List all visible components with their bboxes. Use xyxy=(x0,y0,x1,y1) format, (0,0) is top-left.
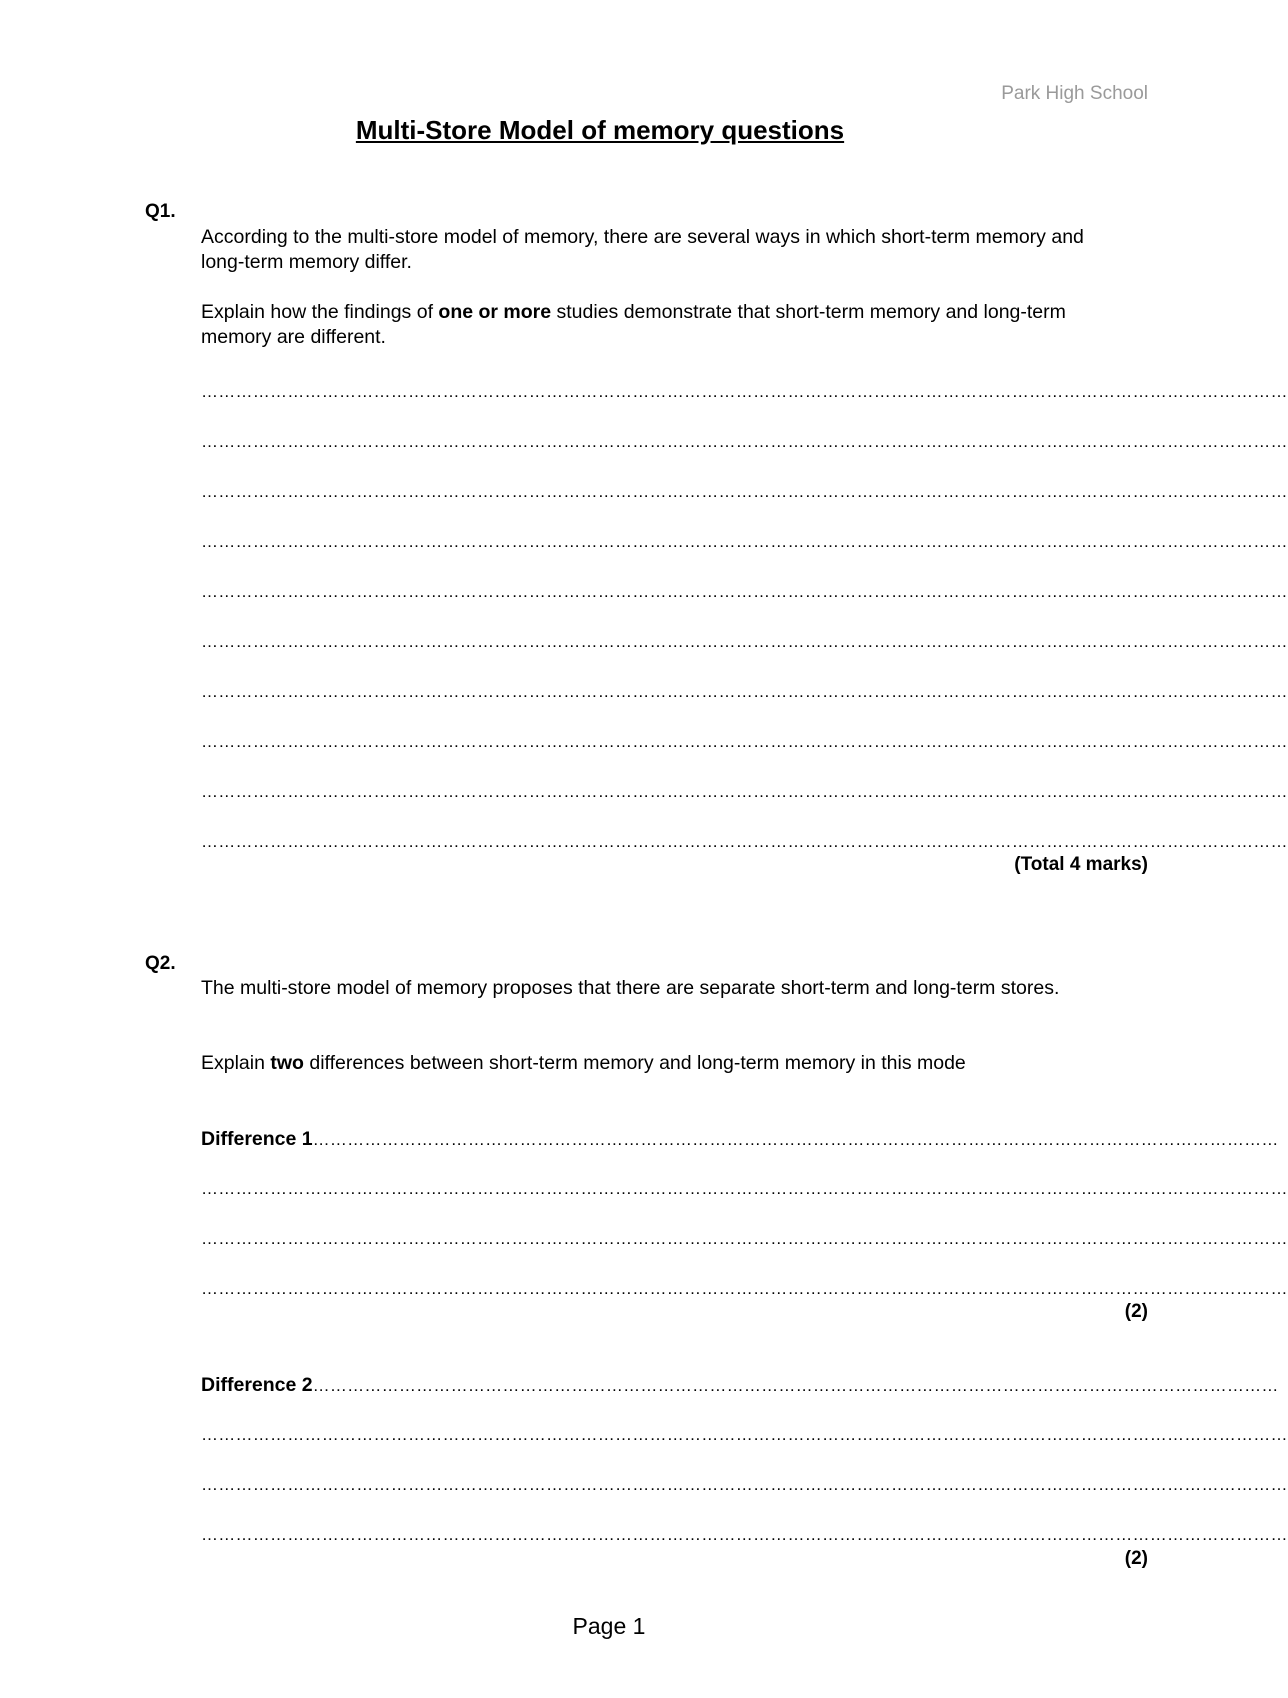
difference-1-marks: (2) xyxy=(1124,1301,1148,1322)
difference-2-line[interactable] xyxy=(201,1373,1279,1397)
page-number: Page 1 xyxy=(572,1613,646,1639)
instruction-emphasis: one or more xyxy=(438,301,552,323)
answer-line[interactable]: ……………………………………………………………………………………………………………………………………………………………………… xyxy=(201,432,1288,451)
question-1-total-marks: (Total 4 marks) xyxy=(1014,854,1148,875)
difference-fill: …………………………………………………………………………………………………………………………………………………… xyxy=(312,1376,1279,1395)
difference-fill: …………………………………………………………………………………………………………………………………………………… xyxy=(312,1130,1279,1149)
page-title: Multi-Store Model of memory questions xyxy=(355,115,845,145)
difference-2-marks: (2) xyxy=(1124,1548,1148,1569)
question-2-instruction xyxy=(201,1051,1061,1076)
instruction-text: studies demonstrate that short-term memory and long-term memory are different. xyxy=(201,301,1066,348)
answer-line[interactable]: ……………………………………………………………………………………………………………………………………………………………………… xyxy=(201,1179,1288,1198)
school-name: Park High School xyxy=(1001,83,1148,104)
question-2-number: Q2. xyxy=(145,953,176,974)
answer-line[interactable]: ……………………………………………………………………………………………………………………………………………………………………… xyxy=(201,482,1288,501)
question-1-instruction xyxy=(201,300,1101,350)
answer-line[interactable]: ……………………………………………………………………………………………………………………………………………………………………… xyxy=(201,832,1288,851)
answer-line[interactable]: ……………………………………………………………………………………………………………………………………………………………………… xyxy=(201,632,1288,651)
difference-2-label: Difference 2 xyxy=(201,1374,313,1396)
question-1-number: Q1. xyxy=(145,201,176,222)
instruction-text: differences between short-term memory and long-term memory in this mode xyxy=(303,1052,966,1074)
instruction-text: Explain xyxy=(201,1052,271,1074)
question-1-intro: According to the multi-store model of memory, there are several ways in which short-term memory and long-term memory differ. xyxy=(201,226,1084,273)
answer-line[interactable]: ……………………………………………………………………………………………………………………………………………………………………… xyxy=(201,682,1288,701)
answer-line[interactable]: ……………………………………………………………………………………………………………………………………………………………………… xyxy=(201,582,1288,601)
instruction-emphasis: two xyxy=(270,1052,304,1074)
difference-1-label: Difference 1 xyxy=(201,1128,313,1150)
difference-1-line[interactable] xyxy=(201,1127,1279,1151)
answer-line[interactable]: ……………………………………………………………………………………………………………………………………………………………………… xyxy=(201,1279,1288,1298)
answer-line[interactable]: ……………………………………………………………………………………………………………………………………………………………………… xyxy=(201,782,1288,801)
answer-line[interactable]: ……………………………………………………………………………………………………………………………………………………………………… xyxy=(201,1425,1288,1444)
answer-line[interactable]: ……………………………………………………………………………………………………………………………………………………………………… xyxy=(201,1229,1288,1248)
answer-line[interactable]: ……………………………………………………………………………………………………………………………………………………………………… xyxy=(201,382,1288,401)
question-2-intro: The multi-store model of memory proposes that there are separate short-term and long-term stores. xyxy=(201,977,1060,999)
answer-line[interactable]: ……………………………………………………………………………………………………………………………………………………………………… xyxy=(201,732,1288,751)
answer-line[interactable]: ……………………………………………………………………………………………………………………………………………………………………… xyxy=(201,1475,1288,1494)
answer-line[interactable]: ……………………………………………………………………………………………………………………………………………………………………… xyxy=(201,1525,1288,1544)
answer-line[interactable]: ……………………………………………………………………………………………………………………………………………………………………… xyxy=(201,532,1288,551)
instruction-text: Explain how the findings of xyxy=(201,301,439,323)
